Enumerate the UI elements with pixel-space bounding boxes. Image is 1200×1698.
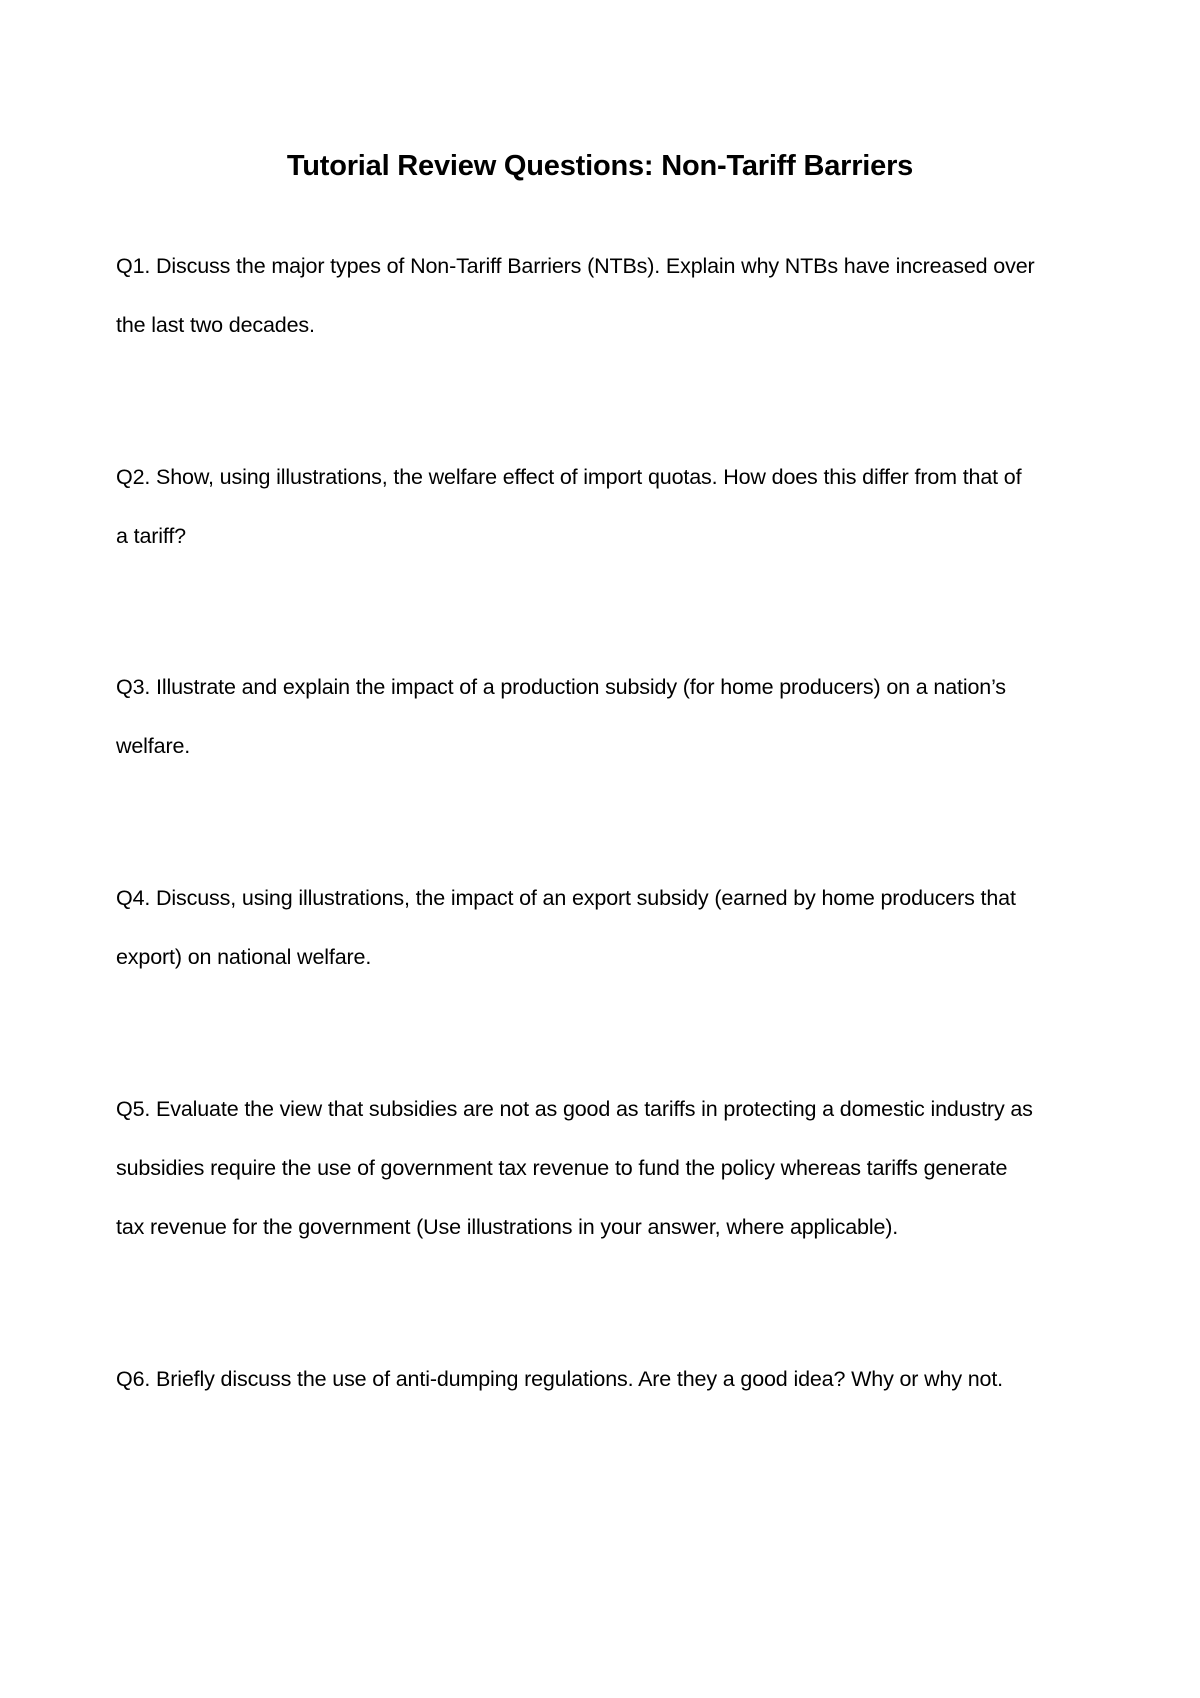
question-4 [116, 869, 1096, 987]
question-3-line-1: Q3. Illustrate and explain the impact of a production subsidy (for home producers) on a nation’s [116, 675, 1006, 699]
question-5-line-3: tax revenue for the government (Use illustrations in your answer, where applicable). [116, 1215, 899, 1239]
question-3-line-2: welfare. [116, 734, 191, 758]
question-5-line-1: Q5. Evaluate the view that subsidies are not as good as tariffs in protecting a domestic industry as [116, 1097, 1033, 1121]
question-6-line-1: Q6. Briefly discuss the use of anti-dumping regulations. Are they a good idea? Why or why not. [116, 1367, 1004, 1391]
question-5 [116, 1080, 1096, 1257]
question-6 [116, 1350, 1096, 1409]
question-3 [116, 658, 1096, 776]
question-2 [116, 448, 1096, 566]
question-4-line-1: Q4. Discuss, using illustrations, the impact of an export subsidy (earned by home producers that [116, 886, 1016, 910]
question-1 [116, 237, 1096, 355]
question-1-line-1: Q1. Discuss the major types of Non-Tariff Barriers (NTBs). Explain why NTBs have increased over [116, 254, 1035, 278]
document-title: Tutorial Review Questions: Non-Tariff Barriers [286, 150, 914, 182]
question-1-line-2: the last two decades. [116, 313, 315, 337]
question-2-line-1: Q2. Show, using illustrations, the welfare effect of import quotas. How does this differ from that of [116, 465, 1022, 489]
question-5-line-2: subsidies require the use of government tax revenue to fund the policy whereas tariffs generate [116, 1156, 1008, 1180]
question-4-line-2: export) on national welfare. [116, 945, 372, 969]
question-2-line-2: a tariff? [116, 524, 186, 548]
